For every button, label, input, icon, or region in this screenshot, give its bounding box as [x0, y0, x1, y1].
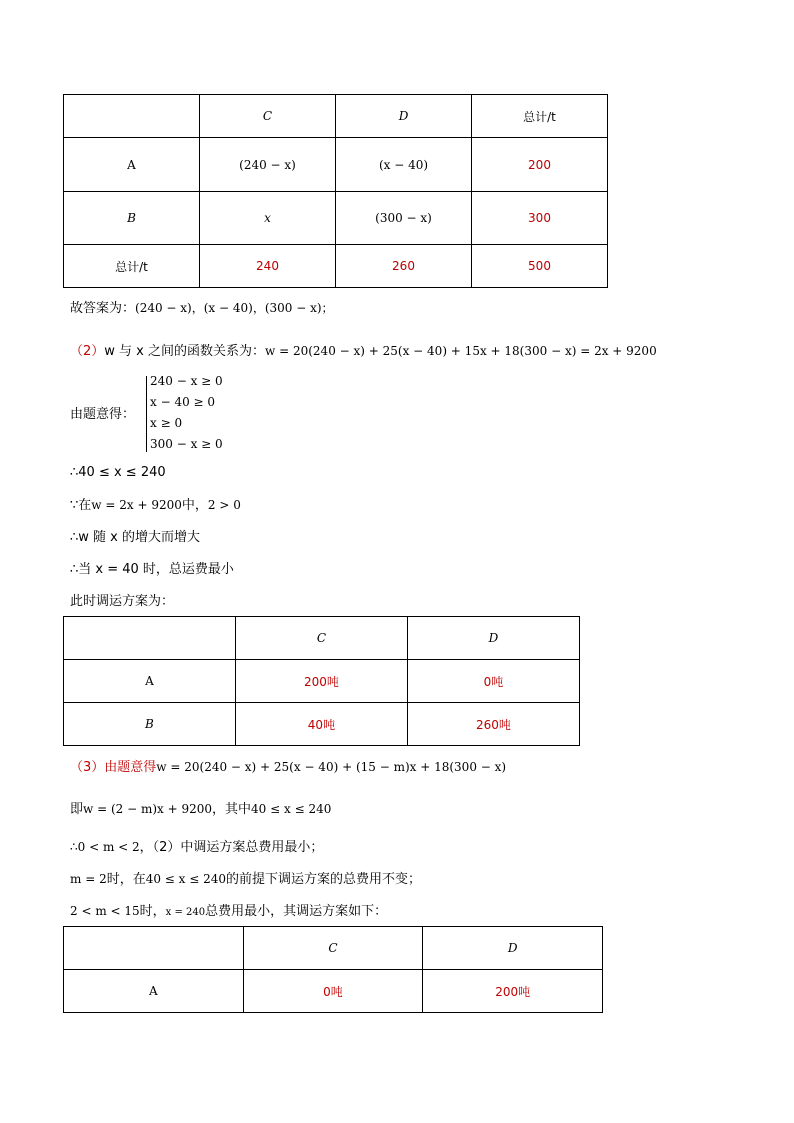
- table-header-d: D: [423, 927, 603, 970]
- table-header-c: C: [235, 617, 407, 660]
- because-prefix: ∵在: [70, 498, 92, 513]
- table-cell: (240 − x): [200, 138, 336, 192]
- table-row: [64, 660, 580, 703]
- question-3-line: [70, 758, 506, 777]
- table-cell: [64, 617, 236, 660]
- question-2-text: w 与 x 之间的函数关系为：: [104, 344, 266, 359]
- table-row: [64, 245, 608, 288]
- table-row-label: B: [64, 192, 200, 245]
- table-header-row: [64, 617, 580, 660]
- case-3-text1: 时，: [139, 904, 166, 919]
- table-row-label: A: [64, 970, 244, 1013]
- case-1-text: ，（2）中调运方案总费用最小；: [139, 840, 324, 855]
- case-1-cond: ∴0 < m < 2: [70, 840, 140, 854]
- table-header-d: D: [336, 95, 472, 138]
- because-formula: w = 2x + 9200: [91, 498, 182, 512]
- system-item: x ≥ 0: [150, 416, 183, 430]
- case-1-line: [70, 838, 323, 857]
- because-cond: 2 > 0: [207, 498, 241, 512]
- table-cell: [64, 95, 200, 138]
- case-2-line: [70, 870, 421, 889]
- because-mid: 中，: [181, 498, 208, 513]
- table-header-row: [64, 927, 603, 970]
- table-row: [64, 970, 603, 1013]
- table-header-c: C: [200, 95, 336, 138]
- case-3-text2: 总费用最小，其调运方案如下：: [205, 904, 388, 919]
- case-3-xval: x = 240: [165, 907, 206, 918]
- table-cell: x: [200, 192, 336, 245]
- table-cell: 0吨: [407, 660, 579, 703]
- w-cond: 40 ≤ x ≤ 240: [251, 802, 332, 816]
- case-2-text1: 时，在: [106, 872, 146, 887]
- table-row-label: B: [64, 703, 236, 746]
- table-row: [64, 138, 608, 192]
- table-cell: 200吨: [423, 970, 603, 1013]
- table-cell: [64, 927, 244, 970]
- case-2-range: 40 ≤ x ≤ 240: [145, 872, 227, 886]
- table-cell: 500: [472, 245, 608, 288]
- increase-line: ∴w 随 x 的增大而增大: [70, 530, 200, 545]
- question-3-prefix: （3）由题意得: [70, 760, 157, 775]
- minimum-line: ∴当 x = 40 时，总运费最小: [70, 562, 234, 577]
- transport-table-3: [63, 926, 603, 1013]
- system-item: 300 − x ≥ 0: [150, 437, 223, 451]
- table-header-d: D: [407, 617, 579, 660]
- answer-label: 故答案为：: [70, 301, 136, 316]
- table-cell: 200吨: [235, 660, 407, 703]
- case-3-line: [70, 902, 387, 922]
- table-row-label: 总计/t: [64, 245, 200, 288]
- w-formula: w = (2 − m)x + 9200: [83, 802, 213, 816]
- table-cell: (300 − x): [336, 192, 472, 245]
- question-2-formula: w = 20(240 − x) + 25(x − 40) + 15x + 18(300 − x) = 2x + 9200: [265, 344, 657, 358]
- table-row-label: A: [64, 138, 200, 192]
- w-prefix: 即: [70, 802, 84, 817]
- table-cell: 0吨: [243, 970, 423, 1013]
- question-3-formula: w = 20(240 − x) + 25(x − 40) + (15 − m)x + 18(300 − x): [156, 760, 507, 774]
- answer-values: (240 − x)，(x − 40)，(300 − x)；: [135, 301, 334, 315]
- case-2-text2: 的前提下调运方案的总费用不变；: [226, 872, 422, 887]
- table-header-c: C: [243, 927, 423, 970]
- question-2-line: [70, 342, 657, 361]
- because-line: [70, 496, 241, 515]
- table-row: [64, 703, 580, 746]
- transport-table-2: [63, 616, 580, 746]
- table-cell: 260吨: [407, 703, 579, 746]
- system-brace: [146, 376, 147, 452]
- answer-line: [70, 299, 334, 318]
- w-expression-line: [70, 800, 331, 819]
- case-2-cond: m = 2: [70, 872, 107, 886]
- table-row-label: A: [64, 660, 236, 703]
- table-cell: (x − 40): [336, 138, 472, 192]
- table-cell: 40吨: [235, 703, 407, 746]
- system-item: 240 − x ≥ 0: [150, 374, 223, 388]
- system-label: 由题意得：: [70, 407, 136, 422]
- transport-table-1: [63, 94, 608, 288]
- table-cell: 240: [200, 245, 336, 288]
- table-cell: 300: [472, 192, 608, 245]
- table-header-total: 总计/t: [472, 95, 608, 138]
- w-mid: ，其中: [212, 802, 252, 817]
- question-2-number: （2）: [70, 344, 105, 359]
- table-cell: 200: [472, 138, 608, 192]
- system-item: x − 40 ≥ 0: [150, 395, 216, 409]
- table-cell: 260: [336, 245, 472, 288]
- range-line: ∴40 ≤ x ≤ 240: [70, 465, 166, 480]
- case-3-cond: 2 < m < 15: [70, 904, 140, 918]
- table-row: [64, 192, 608, 245]
- table-header-row: [64, 95, 608, 138]
- plan-line: 此时调运方案为：: [70, 594, 175, 609]
